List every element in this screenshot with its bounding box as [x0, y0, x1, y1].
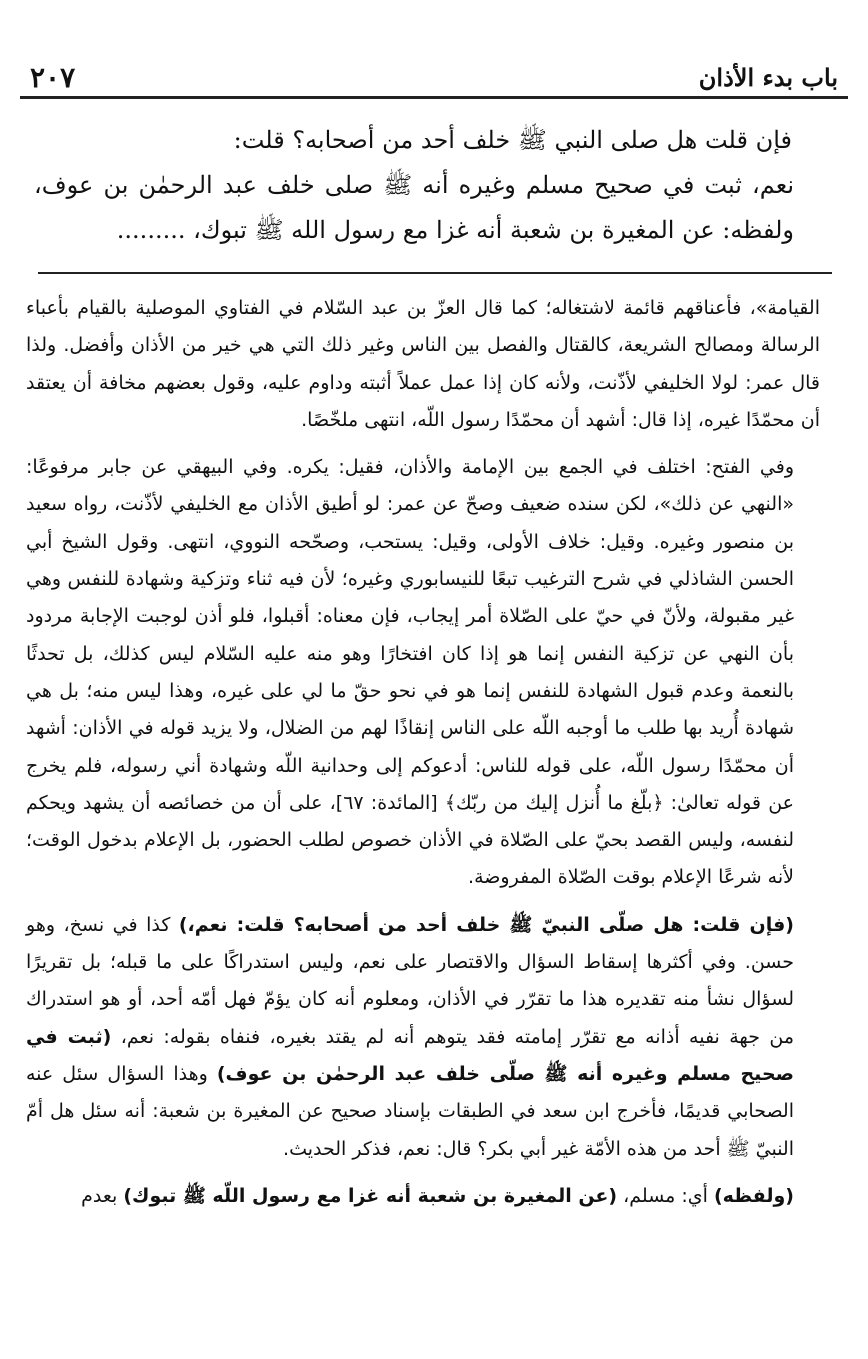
commentary-block [26, 290, 820, 1225]
commentary-text: وهذا السؤال سئل عنه الصحابي قديمًا، فأخرج ابن سعد في الطبقات بإسناد صحيح عن المغيرة بن شعبة: أنه سئل هل أمّ النبيّ ﷺ أحد من هذه الأمّة غير أبي بكر؟ قال: نعم، فذكر الحديث. [26, 1062, 794, 1160]
main-text-question: فإن قلت هل صلى النبي ﷺ خلف أحد من أصحابه؟ قلت: [233, 126, 792, 154]
quoted-main-text: (ولفظه) [713, 1184, 794, 1207]
commentary-text: بعدم [81, 1184, 124, 1207]
commentary-paragraph-1: القيامة»، فأعناقهم قائمة لاشتغاله؛ كما قال العزّ بن عبد السّلام في الفتاوي الموصلية بالقيام بأعباء الرسالة ومصالح الشريعة، كالقتال والفصل بين الناس وغير ذلك التي هي خير من الأذان وأفضل. ولذا قال عمر: لولا الخليفي لأذّنت، ولأنه كان إذا عمل عملاً أثبته وداوم عليه، وقول بعضهم مخافة أن يعتقد أن محمّدًا غيره، إذا قال: أشهد أن محمّدًا رسول اللّه، انتهى ملخّصًا. [26, 297, 820, 431]
page-header [20, 52, 848, 99]
main-text-block [34, 118, 822, 253]
quoted-main-text: (عن المغيرة بن شعبة أنه غزا مع رسول اللّه ﷺ تبوك) [123, 1184, 618, 1207]
commentary-text: أي: مسلم، [617, 1184, 714, 1207]
section-divider [38, 272, 832, 274]
chapter-title: باب بدء الأذان [698, 63, 838, 92]
commentary-paragraph-4 [26, 1178, 820, 1215]
quoted-main-text: (ثبت في صحيح مسلم وغيره أنه ﷺ صلّى خلف عبد الرحمٰن بن عوف) [26, 1025, 794, 1085]
commentary-paragraph-3 [26, 907, 820, 1168]
commentary-paragraph-2: وفي الفتح: اختلف في الجمع بين الإمامة والأذان، فقيل: يكره. وفي البيهقي عن جابر مرفوعًا: «النهي عن ذلك»، لكن سنده ضعيف وصحّ عن عمر: لو أطيق الأذان مع الخليفي لأذّنت، رواه سعيد بن منصور وغيره. وقيل: خلاف الأولى، وقيل: يستحب، وصحّحه النووي، انتهى. وقول الشيخ أبي الحسن الشاذلي في شرح الترغيب تبعًا للنيسابوري وغيره؛ لأن فيه ثناء وتزكية وشهادة للنفس وهي غير مقبولة، ولأنّ في حيّ على الصّلاة أمر إيجاب، فإن معناه: أقبلوا، فلو أذن لوجبت الإجابة مردود بأن النهي عن تزكية النفس إنما هو إذا كان افتخارًا وهو منه عليه السّلام ليس كذلك، بل تحدثًا بالنعمة وعدم قبول الشهادة للنفس إنما هو في نحو حقّ ما لي على غيره، وهذا ليس منه؛ بل هي شهادة أُريد بها طلب ما أوجبه اللّه على الناس إنقاذًا لهم من الضلال، ولا يزيد قوله في الأذان: أشهد أن محمّدًا رسول اللّه، على قوله للناس: أدعوكم إلى وحدانية اللّه وشهادة أني رسوله، فلم يخرج عن قوله تعالىٰ: ﴿بلّغ ما أُنزل إليك من ربّك﴾ [المائدة: ٦٧]، على أن من خصائصه أن يشهد ويحكم لنفسه، وليس القصد بحيّ على الصّلاة في الأذان خصوص لطلب الحضور، بل الإعلام بدخول الوقت؛ لأنه شرعًا الإعلام بوقت الصّلاة المفروضة. [26, 456, 794, 889]
page-number: ٢٠٧ [30, 61, 76, 94]
commentary-text: كذا في نسخ، وهو حسن. وفي أكثرها إسقاط السؤال والاقتصار على نعم، وليس استدراكًا على ما قبله؛ بل تقريرًا لسؤال نشأ منه تقديره هذا ما تقرّر في الأذان، ومعلوم أنه كان يؤمّ فهل أمّه أحد، أو هو استدراك من جهة نفيه أذانه مع تقرّر إمامته فقد يتوهم أنه لم يقتد بغيره، فنفاه بقوله: نعم، [26, 913, 794, 1048]
quoted-main-text: (فإن قلت: هل صلّى النبيّ ﷺ خلف أحد من أصحابه؟ قلت: نعم،) [178, 913, 794, 936]
main-text-answer: نعم، ثبت في صحيح مسلم وغيره أنه ﷺ صلى خلف عبد الرحمٰن بن عوف، ولفظه: عن المغيرة بن شعبة أنه غزا مع رسول الله ﷺ تبوك، ......... [34, 171, 794, 244]
